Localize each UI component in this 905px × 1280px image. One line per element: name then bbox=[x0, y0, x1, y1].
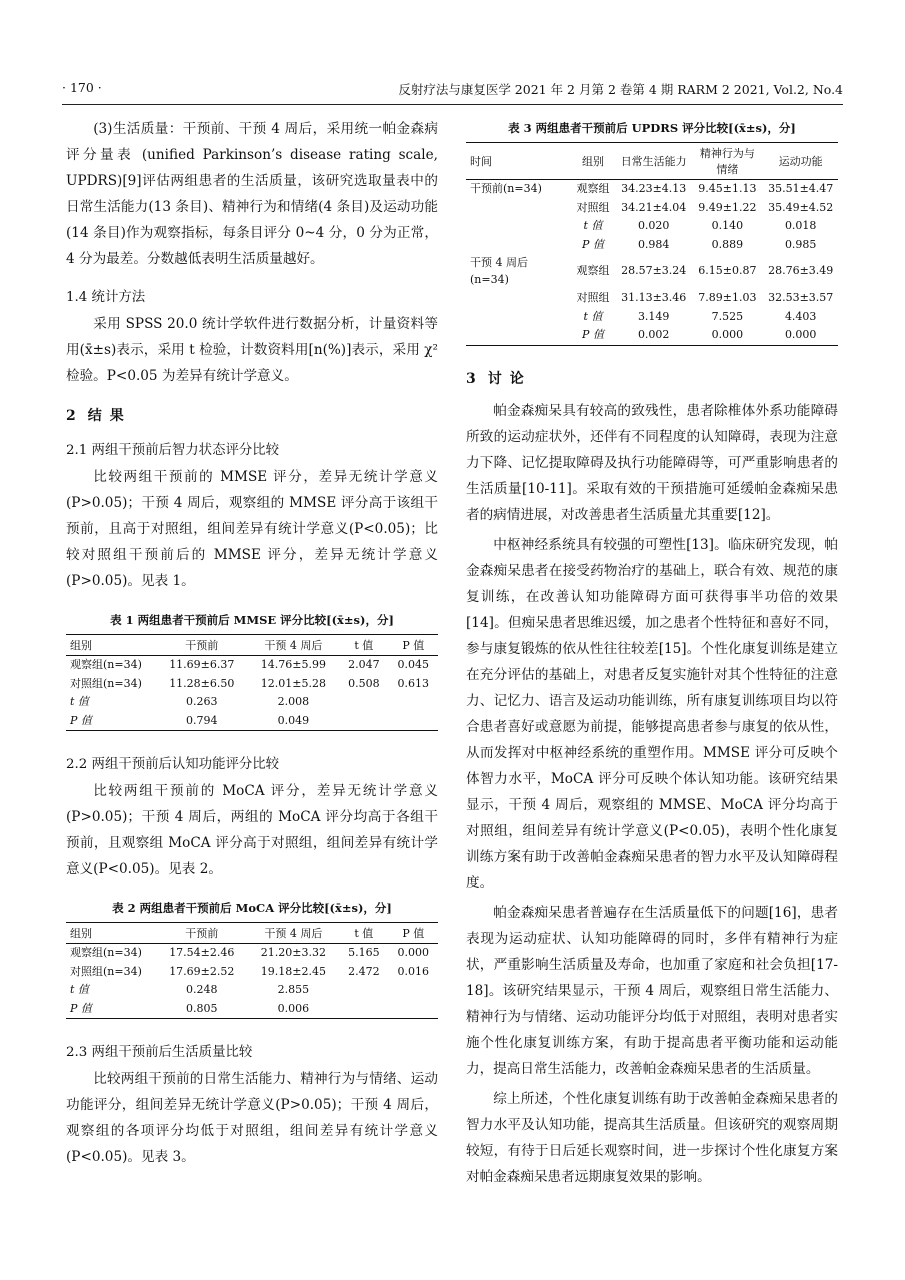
table-header: 组别 bbox=[70, 927, 92, 940]
table-row bbox=[466, 236, 838, 255]
table-row bbox=[466, 326, 838, 345]
table-cell bbox=[389, 1000, 438, 1019]
table-header: 干预前 bbox=[185, 639, 219, 652]
table-cell: 2.008 bbox=[277, 695, 310, 708]
table-cell: 0.049 bbox=[277, 713, 310, 727]
section-3-title: 讨论 bbox=[487, 370, 532, 387]
table-cell: 0.006 bbox=[277, 1001, 310, 1015]
table-cell: 0.000 bbox=[397, 946, 430, 959]
heading-2-1: 2.1 两组干预前后智力状态评分比较 bbox=[66, 443, 280, 458]
journal-info: 反射疗法与康复医学 2021 年 2 月第 2 卷第 4 期 RARM 2 2021, Vol.2, No.4 bbox=[398, 82, 843, 97]
table-cell: 0.889 bbox=[711, 237, 744, 251]
section-3-heading bbox=[466, 368, 838, 388]
table-cell bbox=[466, 236, 570, 255]
right-column bbox=[466, 116, 838, 1190]
table-header: 干预前 bbox=[185, 927, 219, 940]
table-cell bbox=[466, 289, 570, 308]
table-cell bbox=[389, 981, 438, 1000]
section-3-number: 3 bbox=[466, 370, 476, 387]
section-2-title: 结果 bbox=[87, 408, 132, 424]
table-1-caption: 表 1 两组患者干预前后 MMSE 评分比较[(x̄±s)，分] bbox=[110, 613, 394, 627]
table-cell bbox=[339, 693, 388, 712]
table-cell bbox=[339, 1000, 388, 1019]
para-2-2: 比较两组干预前的 MoCA 评分，差异无统计学意义(P>0.05)；干预 4 周后，两组的 MoCA 评分均高于各组干预前，且观察组 MoCA 评分高于对照组，组间差异有统计学意义(P<0.05)。见表 2。 bbox=[66, 783, 438, 877]
table-cell: 0.140 bbox=[711, 219, 744, 232]
page-number: · 170 · bbox=[62, 80, 102, 95]
table-cell: 0.018 bbox=[784, 219, 817, 232]
table-cell: 9.49±1.22 bbox=[698, 200, 757, 214]
table-2-caption: 表 2 两组患者干预前后 MoCA 评分比较[(x̄±s)，分] bbox=[112, 901, 392, 915]
table-cell: 34.21±4.04 bbox=[621, 200, 687, 214]
table-cell: 对照组(n=34) bbox=[70, 964, 142, 978]
table-cell: 0.794 bbox=[186, 713, 218, 727]
table-cell: 观察组 bbox=[576, 182, 610, 195]
table-cell: 11.69±6.37 bbox=[169, 658, 235, 671]
table-header-row bbox=[466, 143, 838, 180]
table-cell: 17.69±2.52 bbox=[169, 964, 235, 978]
table-cell: 0.002 bbox=[637, 328, 670, 341]
table-2 bbox=[66, 922, 438, 1019]
table-row bbox=[466, 308, 838, 327]
table-cell: 6.15±0.87 bbox=[698, 264, 757, 278]
table-cell: 35.49±4.52 bbox=[768, 200, 834, 214]
table-cell bbox=[389, 712, 438, 731]
table-cell: 对照组 bbox=[576, 291, 610, 304]
table-header: 干预 4 周后 bbox=[264, 639, 323, 652]
table-cell: P 值 bbox=[70, 713, 92, 727]
table-cell: 0.985 bbox=[784, 237, 817, 251]
table-1 bbox=[66, 634, 438, 731]
table-header: P 值 bbox=[402, 927, 425, 940]
table-header: 运动功能 bbox=[778, 155, 823, 168]
table-cell: 对照组(n=34) bbox=[70, 676, 142, 690]
table-cell: 28.57±3.24 bbox=[621, 264, 687, 278]
table-cell: 32.53±3.57 bbox=[768, 291, 834, 304]
table-cell: 35.51±4.47 bbox=[768, 182, 834, 195]
heading-2-2: 2.2 两组干预前后认知功能评分比较 bbox=[66, 757, 280, 772]
table-cell: 干预前(n=34) bbox=[470, 182, 542, 195]
table-cell: 对照组 bbox=[576, 200, 610, 214]
table-cell bbox=[466, 308, 570, 327]
para-quality: (3)生活质量：干预前、干预 4 周后，采用统一帕金森病评分量表 (unified Parkinson’s disease rating scale, UPDRS)[9]评估两组患者的生活质量，该研究选取量表中的日常生活能力(13 条目)、精神行为和情绪(4 条目)及运动功能(14 条目)作为观察指标，每条目评分 0~4 分，0 分为正常，4 分为最差。分数越低表明生活质量越好。 bbox=[66, 121, 438, 267]
section-2-heading bbox=[66, 405, 438, 425]
table-cell: 7.89±1.03 bbox=[698, 291, 757, 304]
table-cell: 0.000 bbox=[711, 328, 744, 341]
table-cell: 0.016 bbox=[397, 964, 430, 978]
table-cell: 2.855 bbox=[277, 983, 310, 996]
table-row bbox=[466, 289, 838, 308]
table-cell: 5.165 bbox=[348, 946, 380, 959]
table-cell: 19.18±2.45 bbox=[260, 964, 326, 978]
heading-2-3: 2.3 两组干预前后生活质量比较 bbox=[66, 1045, 253, 1060]
table-row bbox=[466, 199, 838, 218]
table-cell: 0.508 bbox=[348, 676, 380, 690]
table-cell bbox=[466, 199, 570, 218]
table-cell: 观察组(n=34) bbox=[70, 658, 142, 671]
discussion-para-3: 帕金森痴呆患者普遍存在生活质量低下的问题[16]，患者表现为运动症状、认知功能障碍的同时，多伴有精神行为症状，严重影响生活质量及寿命，也加重了家庭和社会负担[17-18]。该研究结果显示，干预 4 周后，观察组日常生活能力、精神行为与情绪、运动功能评分均低于对照组，表明对患者实施个性化康复训练方案，有助于提高患者平衡功能和运动能力，提高日常生活能力，改善帕金森痴呆患者的生活质量。 bbox=[466, 904, 838, 1077]
table-3-caption: 表 3 两组患者干预前后 UPDRS 评分比较[(x̄±s)，分] bbox=[508, 121, 796, 135]
table-row bbox=[66, 1000, 438, 1019]
table-cell bbox=[466, 217, 570, 236]
table-cell: 12.01±5.28 bbox=[260, 676, 326, 690]
section-2-number: 2 bbox=[66, 408, 76, 424]
table-cell: 0.984 bbox=[637, 237, 670, 251]
table-cell: 观察组 bbox=[576, 264, 610, 278]
table-cell: 21.20±3.32 bbox=[260, 946, 326, 959]
table-cell: 0.248 bbox=[186, 983, 218, 996]
para-stats: 采用 SPSS 20.0 统计学软件进行数据分析，计量资料等用(x̄±s)表示，采用 t 检验，计数资料用[n(%)]表示，采用 χ² 检验。P<0.05 为差异有统计学意义。 bbox=[66, 316, 438, 384]
table-cell bbox=[339, 712, 388, 731]
table-header: 干预 4 周后 bbox=[264, 927, 323, 940]
table-cell: t 值 bbox=[70, 695, 89, 708]
running-header bbox=[62, 80, 843, 105]
table-cell: 31.13±3.46 bbox=[621, 291, 687, 304]
table-cell: 34.23±4.13 bbox=[621, 182, 687, 195]
table-cell: P 值 bbox=[582, 328, 604, 341]
discussion-para-1: 帕金森痴呆具有较高的致残性，患者除椎体外系功能障碍所致的运动症状外，还伴有不同程度的认知障碍，表现为注意力下降、记忆提取障碍及执行功能障碍等，可严重影响患者的生活质量[10-11]。采取有效的干预措施可延缓帕金森痴呆患者的病情进展，对改善患者生活质量尤其重要[12]。 bbox=[466, 402, 838, 523]
table-cell: 9.45±1.13 bbox=[698, 182, 757, 195]
table-cell: 14.76±5.99 bbox=[260, 658, 326, 671]
table-header: P 值 bbox=[402, 639, 425, 652]
table-row bbox=[466, 180, 838, 199]
table-cell: t 值 bbox=[70, 983, 89, 996]
discussion-para-2: 中枢神经系统具有较强的可塑性[13]。临床研究发现，帕金森痴呆患者在接受药物治疗的基础上，联合有效、规范的康复训练，在改善认知功能障碍方面可获得事半功倍的效果[14]。但痴呆患者思维迟缓，加之患者个性特征和喜好不同，参与康复锻炼的依从性往往较差[15]。个性化康复训练是建立在充分评估的基础上，对患者反复实施针对其个性特征的注意力、记忆力、语言及运动功能训练，所有康复训练项目均以符合患者喜好或意愿为前提，能够提高患者参与康复的依从性，从而发挥对中枢神经系统的重塑作用。MMSE 评分可反映个体智力水平，MoCA 评分可反映个体认知功能。该研究结果显示，干预 4 周后，观察组的 MMSE、MoCA 评分均高于对照组，组间差异有统计学意义(P<0.05)，表明个性化康复训练方案有助于改善帕金森痴呆患者的智力水平及认知障碍程度。 bbox=[466, 536, 838, 891]
table-cell: 0.020 bbox=[637, 219, 670, 232]
table-row bbox=[66, 712, 438, 731]
table-header: t 值 bbox=[354, 927, 374, 940]
left-column bbox=[66, 116, 438, 1170]
table-cell: 0.613 bbox=[397, 676, 430, 690]
table-cell bbox=[389, 693, 438, 712]
table-cell: P 值 bbox=[70, 1001, 92, 1015]
table-cell: 2.472 bbox=[348, 964, 380, 978]
para-2-1: 比较两组干预前的 MMSE 评分，差异无统计学意义(P>0.05)；干预 4 周后，观察组的 MMSE 评分高于该组干预前，且高于对照组，组间差异有统计学意义(P<0.05)；比较对照组干预前后的 MMSE 评分，差异无统计学意义(P>0.05)。见表 1。 bbox=[66, 469, 438, 589]
table-cell: t 值 bbox=[583, 309, 603, 323]
table-cell: 干预 4 周后(n=34) bbox=[470, 256, 528, 286]
table-cell: 11.28±6.50 bbox=[169, 676, 235, 690]
table-header: 组别 bbox=[582, 155, 604, 168]
table-row bbox=[466, 217, 838, 236]
table-cell: 2.047 bbox=[348, 658, 380, 671]
table-3 bbox=[466, 142, 838, 346]
table-row bbox=[66, 656, 438, 675]
table-cell bbox=[466, 326, 570, 345]
table-cell: 3.149 bbox=[637, 309, 670, 323]
table-cell: P 值 bbox=[582, 237, 604, 251]
table-row bbox=[66, 944, 438, 963]
para-2-3: 比较两组干预前的日常生活能力、精神行为与情绪、运动功能评分，组间差异无统计学意义(P>0.05)；干预 4 周后，观察组的各项评分均低于对照组，组间差异有统计学意义(P<0.05)。见表 3。 bbox=[66, 1071, 438, 1165]
table-row bbox=[66, 693, 438, 712]
table-cell: 28.76±3.49 bbox=[768, 264, 834, 278]
heading-1-4: 1.4 统计方法 bbox=[66, 290, 146, 305]
table-header: 日常生活能力 bbox=[620, 155, 687, 168]
table-cell: 观察组(n=34) bbox=[70, 946, 142, 959]
table-row bbox=[66, 675, 438, 694]
table-header: 精神行为与情绪 bbox=[699, 147, 755, 176]
table-cell: t 值 bbox=[583, 219, 603, 232]
table-cell: 4.403 bbox=[784, 309, 817, 323]
table-cell: 0.045 bbox=[397, 658, 430, 671]
table-cell: 7.525 bbox=[711, 309, 744, 323]
table-row bbox=[66, 963, 438, 982]
table-cell: 0.263 bbox=[186, 695, 218, 708]
table-header-row bbox=[66, 923, 438, 944]
table-header-row bbox=[66, 635, 438, 656]
table-row bbox=[66, 981, 438, 1000]
table-header: t 值 bbox=[354, 639, 374, 652]
table-cell: 0.000 bbox=[784, 328, 817, 341]
table-header: 时间 bbox=[470, 155, 492, 168]
table-cell: 17.54±2.46 bbox=[169, 946, 235, 959]
table-header: 组别 bbox=[70, 639, 92, 652]
table-cell: 0.805 bbox=[186, 1001, 218, 1015]
discussion-para-4: 综上所述，个性化康复训练有助于改善帕金森痴呆患者的智力水平及认知功能，提高其生活质量。但该研究的观察周期较短，有待于日后延长观察时间，进一步探讨个性化康复方案对帕金森痴呆患者远期康复效果的影响。 bbox=[466, 1090, 838, 1185]
table-row bbox=[466, 254, 838, 289]
table-cell bbox=[339, 981, 388, 1000]
